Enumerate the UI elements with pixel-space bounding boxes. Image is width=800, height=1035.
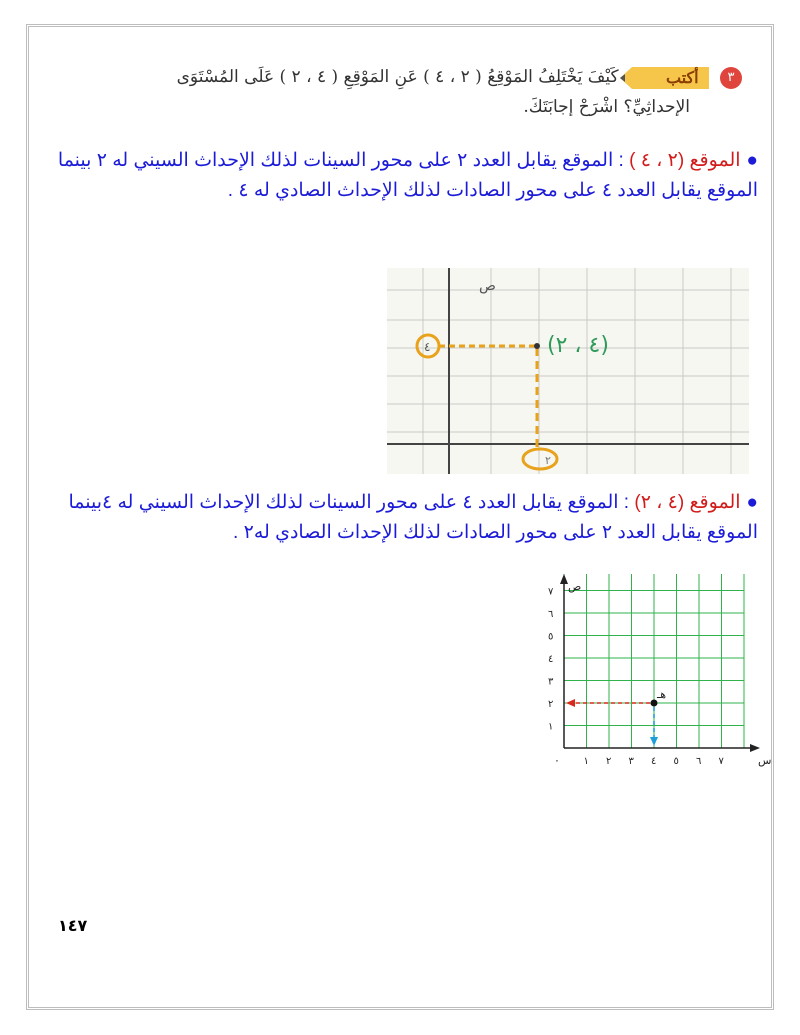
graph1-point-label: (٤ ، ٢) — [547, 333, 609, 358]
page-number: ١٤٧ — [58, 916, 88, 935]
question-label: أكتب — [665, 67, 699, 87]
coordinate-graph-photo — [387, 268, 749, 474]
graph1-y-axis-label: ص — [479, 278, 496, 294]
graph1-point — [534, 343, 540, 349]
x-tick-label: ٤ — [651, 756, 657, 767]
answer1-text: : الموقع يقابل العدد ٢ على محور السينات لذلك الإحداث السيني له ٢ بينما الموقع يقابل العدد ٤ على محور الصادات لذلك الإحداث الصادي له ٤ . — [57, 150, 758, 201]
x-axis-arrow-icon — [750, 744, 760, 752]
y-tick-label: ٣ — [548, 676, 554, 688]
x-tick-label: ٦ — [696, 756, 702, 767]
graph2-point-label: هـ — [657, 688, 667, 701]
x-tick-label: ١ — [583, 756, 589, 767]
y-tick-label: ٧ — [548, 586, 554, 598]
x-tick-label: ٣ — [628, 756, 634, 767]
y-tick-label: ٦ — [548, 609, 554, 620]
write-pencil-icon — [632, 67, 709, 89]
question-text-line2: الإحداثِيِّ؟ اشْرَحْ إجابَتَكَ. — [523, 97, 690, 117]
down-arrow-icon — [650, 737, 658, 746]
bullet-icon: ● — [746, 492, 758, 513]
y-tick-label: ٢ — [548, 699, 554, 710]
graph2-x-ticks — [584, 756, 725, 767]
graph1-x-tick-label: ٢ — [545, 454, 551, 467]
y-axis-arrow-icon — [560, 574, 568, 584]
graph2-x-axis-label: س — [758, 754, 772, 767]
answer1-position: الموقع (٢ ، ٤ ) — [629, 150, 741, 171]
answer2-text: : الموقع يقابل العدد ٤ على محور السينات لذلك الإحداث السيني له ٤بينما الموقع يقابل العدد ٢ على محور الصادات لذلك الإحداث الصادي له٢ . — [68, 492, 758, 543]
left-arrow-icon — [566, 699, 575, 707]
graph1-y-tick-label: ٤ — [424, 340, 431, 354]
question-number: ٣ — [720, 67, 742, 89]
x-tick-label: ٥ — [673, 756, 679, 767]
answer-paragraph-1 — [46, 146, 758, 206]
answer-paragraph-2 — [46, 488, 758, 548]
question-text-line1: كَيْفَ يَخْتَلِفُ المَوْقِعُ ( ٢ ، ٤ ) عَنِ المَوْقِعِ ( ٤ ، ٢ ) عَلَى المُسْتَوَى — [176, 67, 619, 87]
y-tick-label: ١ — [548, 721, 554, 733]
bullet-icon: ● — [746, 150, 758, 171]
x-tick-label: ٢ — [606, 756, 612, 767]
y-tick-label: ٥ — [548, 631, 554, 643]
y-tick-label: ٤ — [548, 654, 554, 665]
coordinate-plane — [540, 572, 776, 772]
graph2-origin-label: ٠ — [554, 754, 560, 767]
answer2-position: الموقع (٤ ، ٢) — [634, 492, 741, 513]
graph2-y-axis-label: ص — [568, 580, 582, 593]
graph2-y-ticks — [548, 587, 554, 733]
question-block — [62, 62, 742, 122]
x-tick-label: ٧ — [718, 756, 724, 767]
